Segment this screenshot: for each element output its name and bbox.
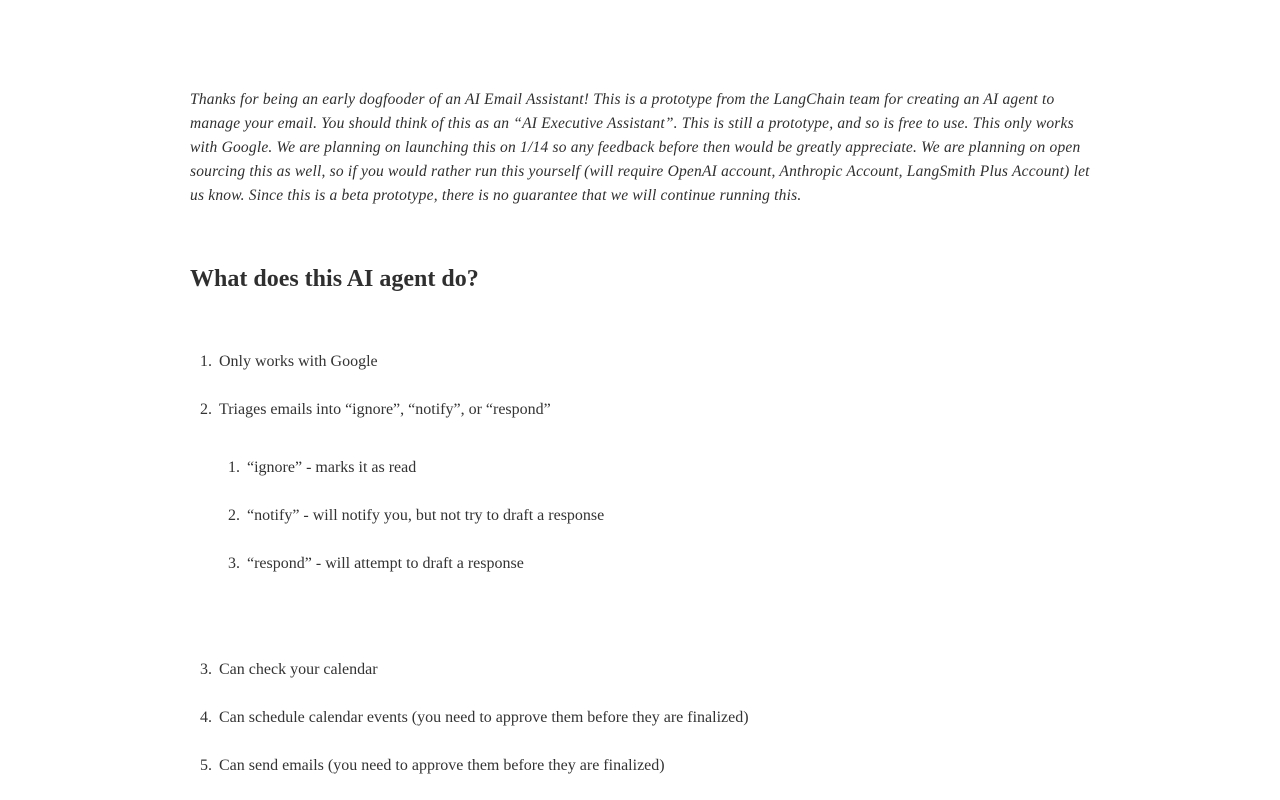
list-item (190, 350, 378, 374)
section-heading: What does this AI agent do? (190, 266, 479, 292)
list-item-number: 4. (200, 709, 212, 726)
list-item (190, 754, 665, 778)
document-content (190, 88, 1100, 774)
sublist-item-text: “respond” - will attempt to draft a response (247, 555, 524, 572)
list-item (190, 706, 749, 730)
sublist-item-text: “ignore” - marks it as read (247, 459, 417, 476)
sublist-item-text: “notify” - will notify you, but not try to draft a response (247, 507, 605, 524)
list-item-text: Can send emails (you need to approve them before they are finalized) (219, 757, 665, 774)
list-item-number: 1. (200, 353, 212, 370)
sublist-item-number: 2. (228, 507, 240, 524)
list-item-text: Can check your calendar (219, 661, 378, 678)
list-item-text: Only works with Google (219, 353, 378, 370)
list-item-text: Triages emails into “ignore”, “notify”, or “respond” (219, 401, 551, 418)
list-item-number: 5. (200, 757, 212, 774)
list-item (190, 398, 551, 422)
sublist-item (218, 552, 524, 576)
sublist-item (218, 456, 416, 480)
sublist-item-number: 3. (228, 555, 240, 572)
sublist-item (218, 504, 604, 528)
list-item-number: 2. (200, 401, 212, 418)
list-item (190, 658, 378, 682)
list-item-text: Can schedule calendar events (you need to approve them before they are finalized) (219, 709, 749, 726)
sublist-item-number: 1. (228, 459, 240, 476)
list-item-number: 3. (200, 661, 212, 678)
intro-paragraph: Thanks for being an early dogfooder of an AI Email Assistant! This is a prototype from the LangChain team for creating an AI agent to manage your email. You should think of this as an “AI Executive Assistant”. This is still a prototype, and so is free to use. This only works with Google. We are planning on launching this on 1/14 so any feedback before then would be greatly appreciate. We are planning on open sourcing this as well, so if you would rather run this yourself (will require OpenAI account, Anthropic Account, LangSmith Plus Account) let us know. Since this is a beta prototype, there is no guarantee that we will continue running this. (190, 91, 1090, 204)
